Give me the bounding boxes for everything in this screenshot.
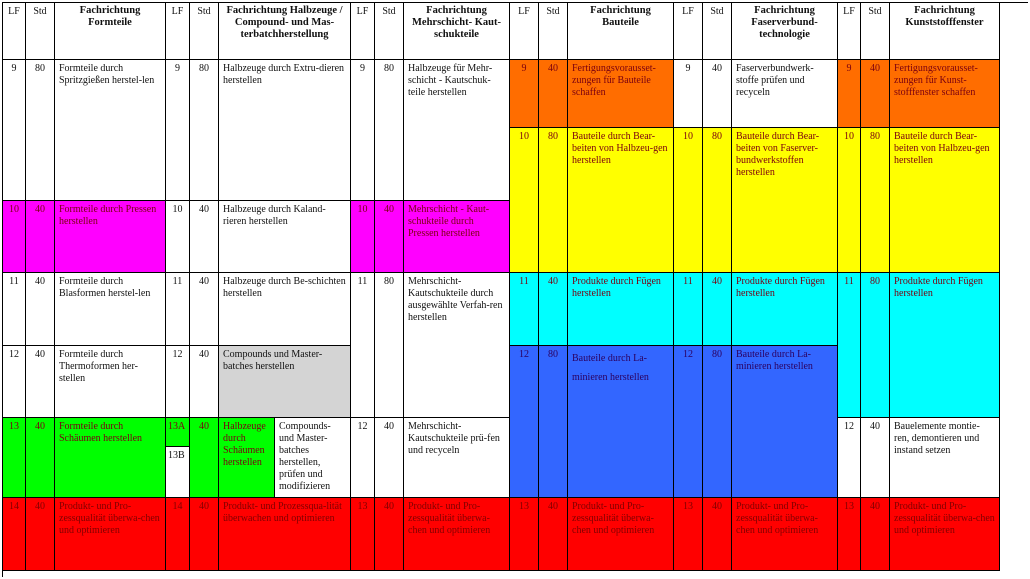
header-lf: LF [674,3,703,60]
mehrschicht-lf: 10 [351,201,375,273]
bauteile-lf: 9 [510,60,539,128]
fenster-lernfeld: Produkt- und Pro-zessqualität überwa-chen und optimieren [890,498,1000,571]
bauteile-lf: 12 [510,346,539,498]
halbzeuge-std: 80 [190,60,219,201]
faser-lf: 12 [674,346,703,498]
fenster-lf: 11 [838,273,861,418]
bauteile-lernfeld: Fertigungsvorausset-zungen für Bauteile schaffen [568,60,674,128]
halbzeuge-lf: 14 [166,498,190,571]
bauteile-lernfeld: Bauteile durch La-minieren herstellen [568,346,674,498]
halbzeuge-lf: 9 [166,60,190,201]
formteile-lernfeld: Formteile durch Pressen herstellen [55,201,166,273]
faser-lernfeld: Produkte durch Fügen herstellen [732,273,838,346]
mehrschicht-std: 40 [375,498,404,571]
mehrschicht-std: 40 [375,201,404,273]
faser-std: 40 [703,498,732,571]
formteile-lf: 12 [3,346,26,418]
formteile-std: 40 [26,418,55,498]
bauteile-lf: 10 [510,128,539,273]
halbzeuge-lf: 10 [166,201,190,273]
mehrschicht-lernfeld: Mehrschicht-Kautschukteile prü-fen und recyceln [404,418,510,498]
halbzeuge-std: 40 [190,498,219,571]
formteile-lernfeld: Produkt- und Pro-zessqualität überwa-chen und optimieren [55,498,166,571]
header-kunststofffenster: Fachrichtung Kunststofffenster [890,3,1000,60]
bauteile-std: 40 [539,60,568,128]
header-lf: LF [3,3,26,60]
bauteile-std: 40 [539,273,568,346]
formteile-lf: 9 [3,60,26,201]
bauteile-lernfeld: Produkte durch Fügen herstellen [568,273,674,346]
header-lf: LF [838,3,861,60]
faser-std: 40 [703,60,732,128]
halbzeuge-lernfeld: Halbzeuge durch Extru-dieren herstellen [219,60,351,201]
faser-lernfeld: Faserverbundwerk-stoffe prüfen und recyceln [732,60,838,128]
mehrschicht-std: 80 [375,60,404,201]
mehrschicht-lf: 11 [351,273,375,418]
halbzeuge-lf-13a: 13A [166,418,189,446]
header-halbzeuge: Fachrichtung Halbzeuge / Compound- und Mas-terbatchherstellung [219,3,351,60]
formteile-lernfeld: Formteile durch Spritzgießen herstel-len [55,60,166,201]
fenster-lf: 12 [838,418,861,498]
halbzeuge-std: 40 [190,273,219,346]
formteile-std: 40 [26,201,55,273]
lernfeld-table [2,2,1028,577]
halbzeuge-lernfeld: Compounds und Master-batches herstellen [219,346,351,418]
bauteile-lf: 11 [510,273,539,346]
halbzeuge-lf-13b: 13B [166,446,189,497]
formteile-lf: 13 [3,418,26,498]
mehrschicht-lf: 9 [351,60,375,201]
header-std: Std [190,3,219,60]
mehrschicht-lf: 13 [351,498,375,571]
formteile-lernfeld: Formteile durch Blasformen herstel-len [55,273,166,346]
halbzeuge-lernfeld: Produkt- und Prozessqua-lität überwachen und optimieren [219,498,351,571]
halbzeuge-lernfeld-13b: Compounds- und Master-batches herstellen, prüfen und modifizieren [275,418,351,498]
mehrschicht-lf: 12 [351,418,375,498]
header-lf: LF [166,3,190,60]
faser-lf: 11 [674,273,703,346]
bauteile-std: 80 [539,346,568,498]
bauteile-std: 80 [539,128,568,273]
bauteile-lf: 13 [510,498,539,571]
mehrschicht-lernfeld: Mehrschicht-Kautschukteile durch ausgewählte Verfah-ren herstellen [404,273,510,418]
formteile-lf: 14 [3,498,26,571]
fenster-std: 40 [861,498,890,571]
header-std: Std [703,3,732,60]
fenster-lernfeld: Fertigungsvorausset-zungen für Kunst-stofffenster schaffen [890,60,1000,128]
mehrschicht-std: 80 [375,273,404,418]
halbzeuge-lernfeld: Halbzeuge durch Kaland-rieren herstellen [219,201,351,273]
header-bauteile: Fachrichtung Bauteile [568,3,674,60]
faser-std: 80 [703,346,732,498]
fenster-lf: 10 [838,128,861,273]
fenster-lernfeld: Bauteile durch Bear-beiten von Halbzeu-gen herstellen [890,128,1000,273]
header-mehrschicht: Fachrichtung Mehrschicht- Kaut-schukteile [404,3,510,60]
faser-std: 40 [703,273,732,346]
mehrschicht-std: 40 [375,418,404,498]
header-lf: LF [510,3,539,60]
halbzeuge-lf: 12 [166,346,190,418]
mehrschicht-lernfeld: Produkt- und Pro-zessqualität überwa-chen und optimieren [404,498,510,571]
faser-lernfeld: Bauteile durch La-minieren herstellen [732,346,838,498]
faser-lernfeld: Bauteile durch Bear-beiten von Faserver-bundwerkstoffen herstellen [732,128,838,273]
bauteile-std: 40 [539,498,568,571]
header-formteile: Fachrichtung Formteile [55,3,166,60]
fenster-std: 40 [861,418,890,498]
halbzeuge-std: 40 [190,346,219,418]
faser-lf: 13 [674,498,703,571]
mehrschicht-lernfeld: Halbzeuge für Mehr-schicht - Kautschuk-teile herstellen [404,60,510,201]
faser-std: 80 [703,128,732,273]
faser-lf: 10 [674,128,703,273]
header-faser: Fachrichtung Faserverbund-technologie [732,3,838,60]
formteile-std: 40 [26,273,55,346]
halbzeuge-std: 40 [190,201,219,273]
formteile-std: 40 [26,346,55,418]
halbzeuge-lernfeld-13a: Halbzeuge durch Schäumen herstellen [219,418,275,498]
fenster-std: 80 [861,128,890,273]
halbzeuge-lf-split [166,418,190,498]
header-std: Std [26,3,55,60]
header-std: Std [539,3,568,60]
fenster-lf: 13 [838,498,861,571]
fenster-std: 40 [861,60,890,128]
header-std: Std [375,3,404,60]
faser-lernfeld: Produkt- und Pro-zessqualität überwa-chen und optimieren [732,498,838,571]
halbzeuge-std: 40 [190,418,219,498]
mehrschicht-lernfeld: Mehrschicht - Kaut-schukteile durch Pressen herstellen [404,201,510,273]
formteile-lernfeld: Formteile durch Thermoformen her-stellen [55,346,166,418]
header-lf: LF [351,3,375,60]
formteile-lernfeld: Formteile durch Schäumen herstellen [55,418,166,498]
faser-lf: 9 [674,60,703,128]
fenster-lernfeld: Produkte durch Fügen herstellen [890,273,1000,418]
bauteile-lernfeld: Bauteile durch Bear-beiten von Halbzeu-gen herstellen [568,128,674,273]
halbzeuge-lf: 11 [166,273,190,346]
formteile-std: 40 [26,498,55,571]
formteile-std: 80 [26,60,55,201]
halbzeuge-lernfeld: Halbzeuge durch Be-schichten herstellen [219,273,351,346]
fenster-lernfeld: Bauelemente montie-ren, demontieren und instand setzen [890,418,1000,498]
fenster-lf: 9 [838,60,861,128]
formteile-lf: 11 [3,273,26,346]
formteile-lf: 10 [3,201,26,273]
header-std: Std [861,3,890,60]
fenster-std: 80 [861,273,890,418]
bauteile-lernfeld: Produkt- und Pro-zessqualität überwa-chen und optimieren [568,498,674,571]
